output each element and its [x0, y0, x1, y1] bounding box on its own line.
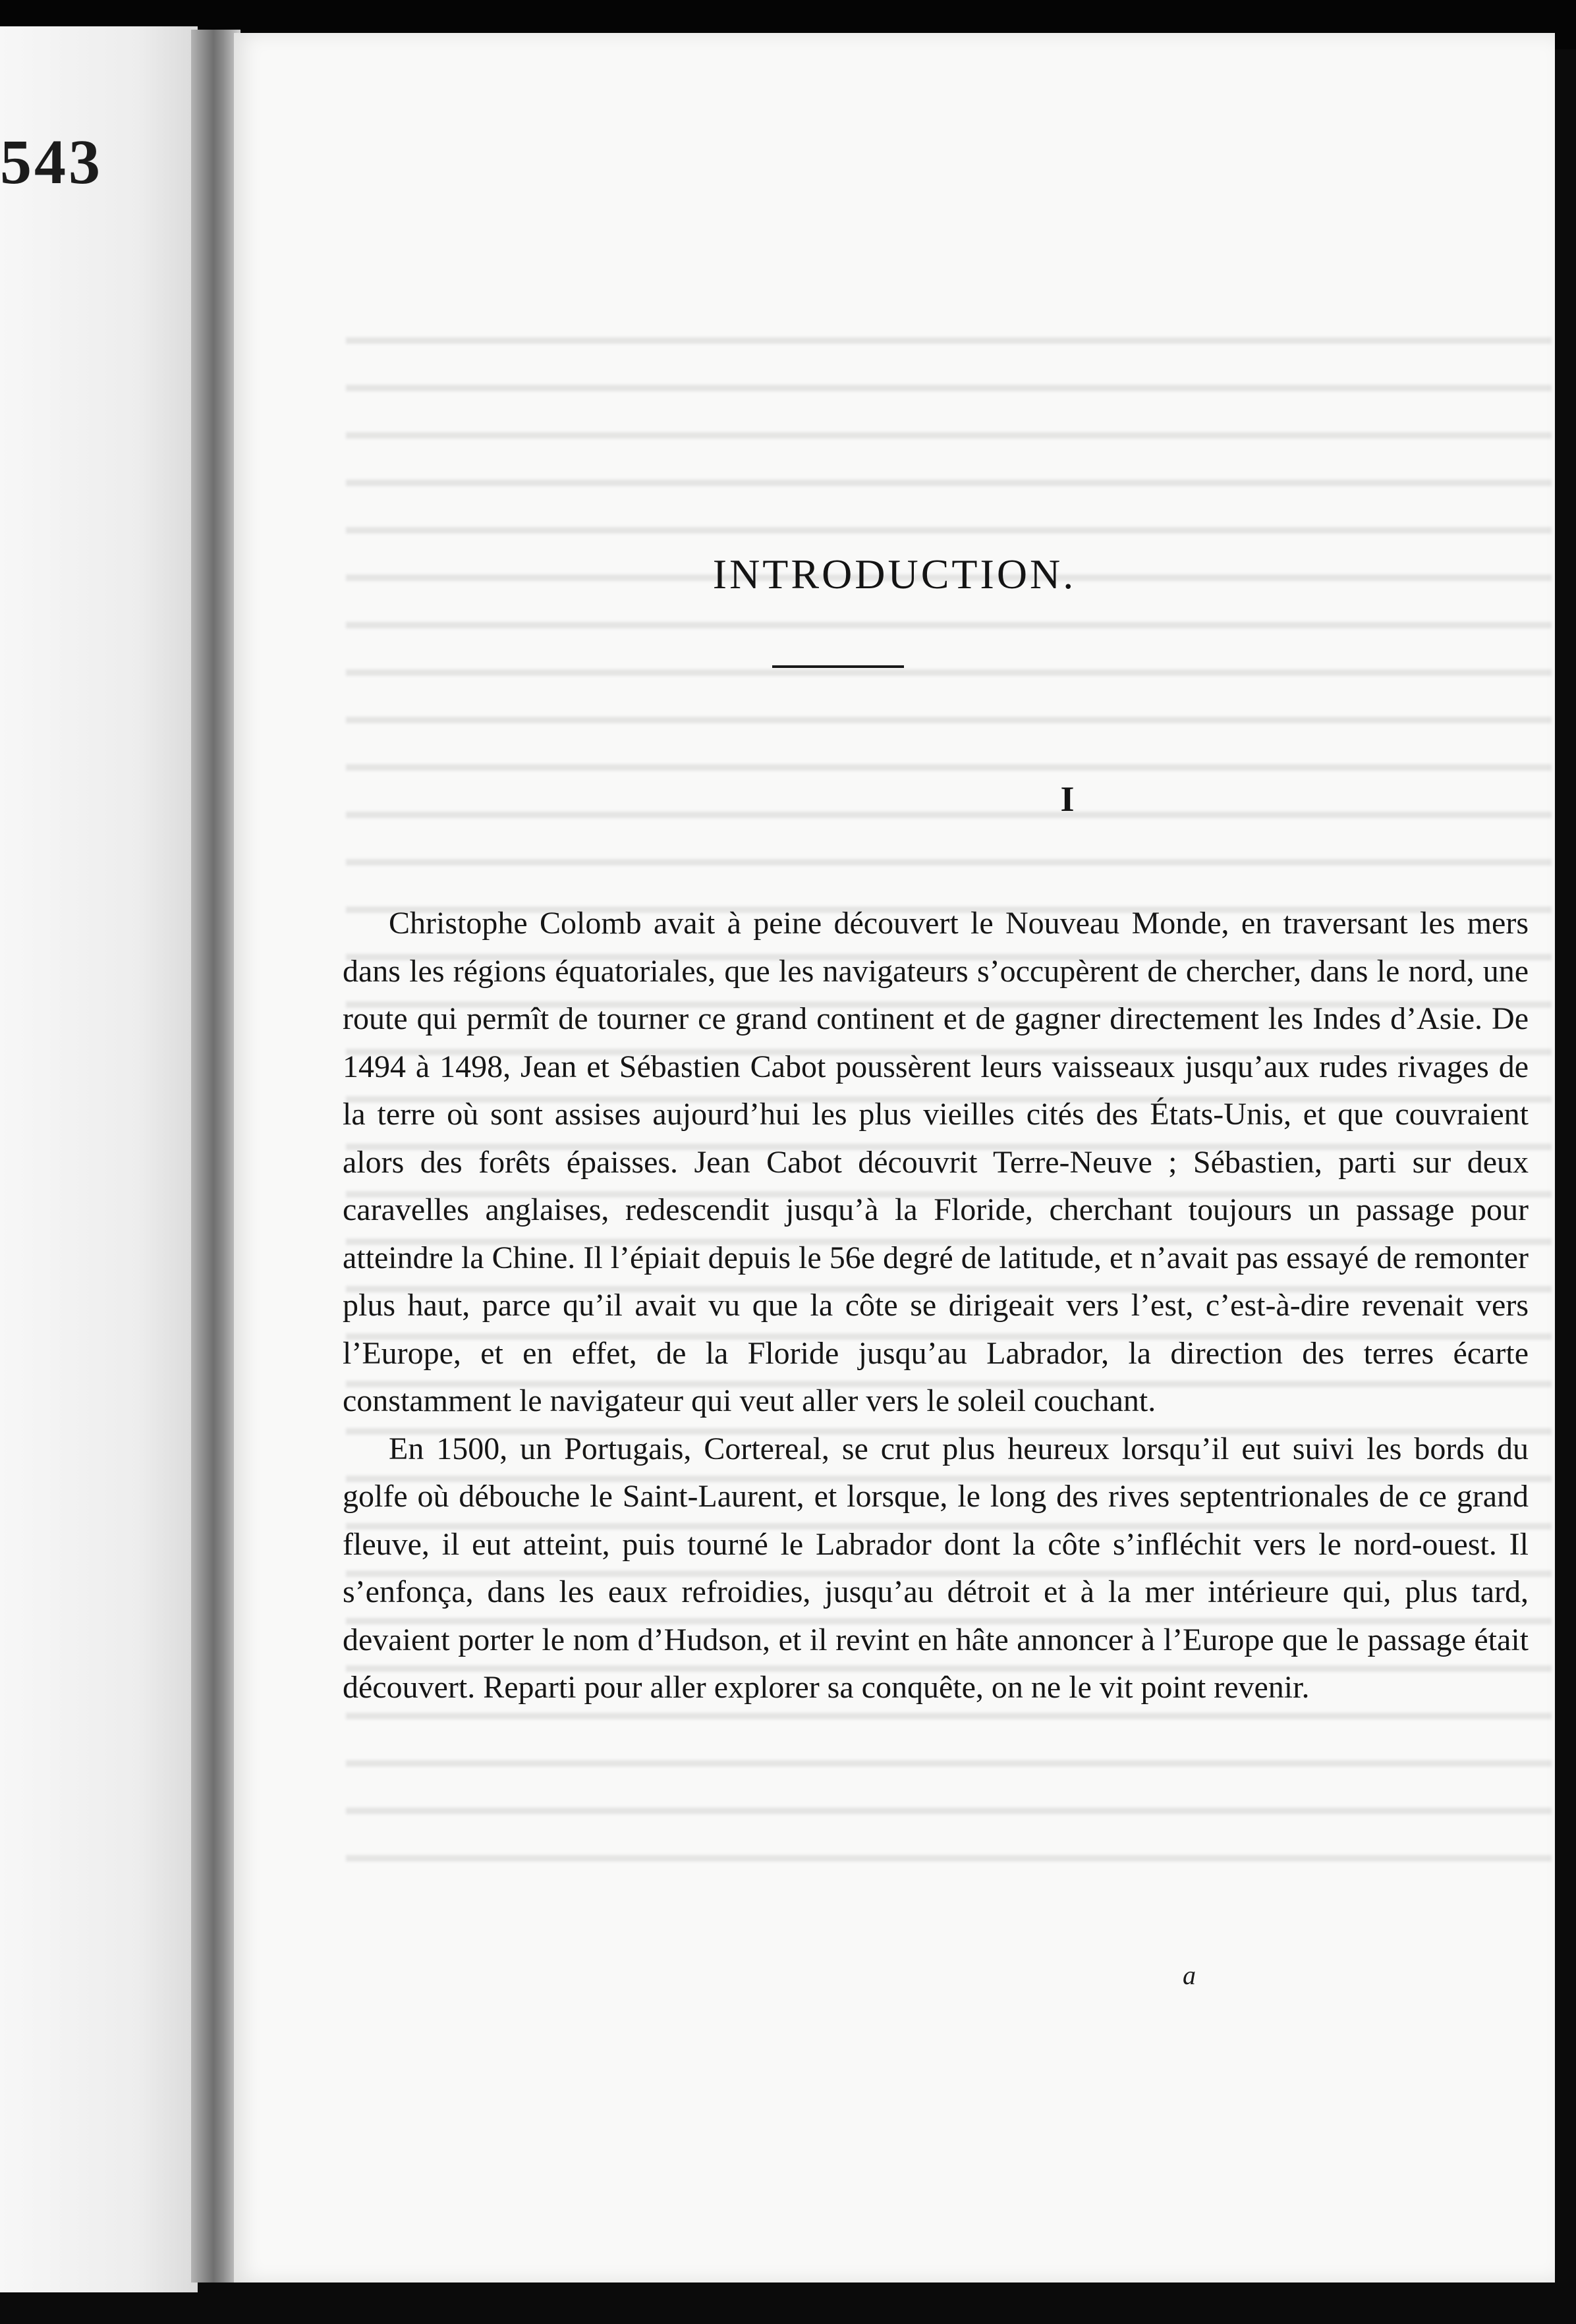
section-number: I [1060, 779, 1075, 819]
book-page [234, 33, 1555, 2282]
signature-mark: a [1183, 1960, 1196, 1990]
paragraph: Christophe Colomb avait à peine découvert le Nouveau Monde, en traversant les mers dans les régions équatoriales, que les navigateurs s’occupèrent de chercher, dans le nord, une route qui permît de tourner ce grand continent et de gagner directement les Indes d’Asie. De 1494 à 1498, Jean et Sébastien Cabot poussèrent leurs vaisseaux jusqu’aux rudes rivages de la terre où sont assises aujourd’hui les plus vieilles cités des États-Unis, et que couvraient alors des forêts épaisses. Jean Cabot découvrit Terre-Neuve ; Sébastien, parti sur deux caravelles anglaises, redescendit jusqu’à la Floride, cherchant toujours un passage pour atteindre la Chine. Il l’épiait depuis le 56e degré de latitude, et n’avait pas essayé de remonter plus haut, parce qu’il avait vu que la côte se dirigeait vers l’est, c’est-à-dire revenait vers l’Europe, et en effet, de la Floride jusqu’au Labrador, la direction des terres écarte constamment le navigateur qui veut aller vers le soleil couchant. [343, 906, 1529, 1418]
chapter-title: INTRODUCTION. [712, 551, 1077, 597]
body-text [343, 900, 1529, 1712]
facing-page [0, 26, 198, 2292]
facing-page-number: 543 [0, 126, 103, 197]
title-rule [772, 665, 904, 668]
paragraph: En 1500, un Portugais, Cortereal, se crut plus heureux lorsqu’il eut suivi les bords du golfe où débouche le Saint-Laurent, et lorsque, le long des rives septentrionales de ce grand fleuve, il eut atteint, puis tourné le Labrador dont la côte s’infléchit vers le nord-ouest. Il s’enfonça, dans les eaux refroidies, jusqu’au détroit et à la mer intérieure qui, plus tard, devaient porter le nom d’Hudson, et il revint en hâte annoncer à l’Europe que le passage était découvert. Reparti pour aller explorer sa conquête, on ne le vit point revenir. [343, 1431, 1529, 1705]
book-gutter [191, 30, 240, 2282]
